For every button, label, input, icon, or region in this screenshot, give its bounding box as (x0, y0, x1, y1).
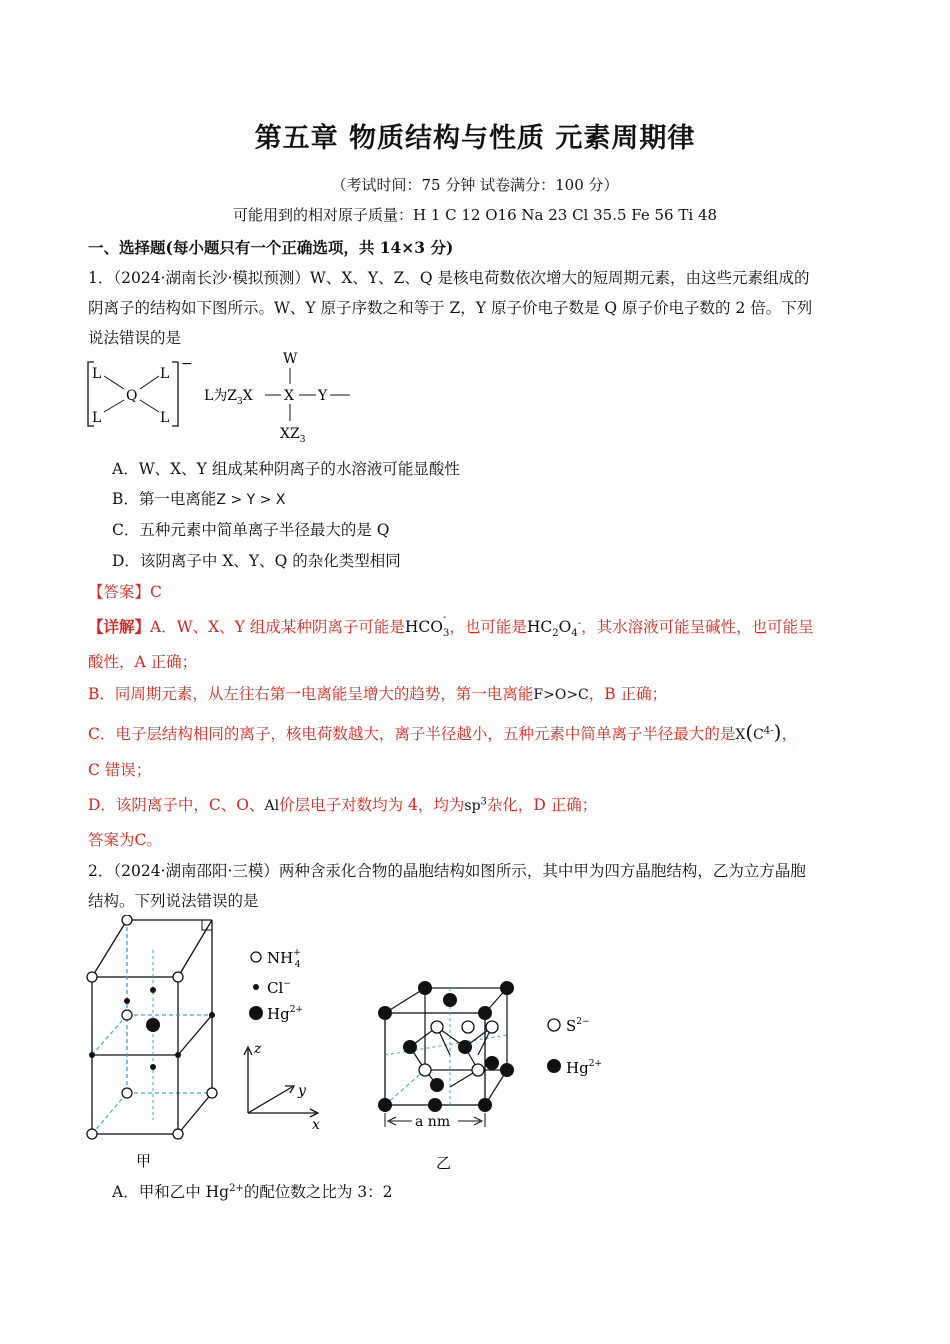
legend-cl-marker (253, 984, 259, 990)
legend-yi (547, 1017, 602, 1077)
cell-jia (87, 915, 217, 1139)
axes (244, 1041, 320, 1133)
q2-crystal-cells-figure (80, 915, 640, 1175)
cell-yi (378, 981, 514, 1130)
top-w: W (283, 351, 298, 367)
legend-hg2-marker (547, 1059, 561, 1073)
q1-detail-line6: D．该阴离子中，C、O、Al价层电子对数均为 4，均为$sp^3$杂化，D 正确； (88, 796, 598, 814)
q2-option-a: A．甲和乙中 $Hg^{2+}$的配位数之比为 3：2 (112, 1182, 393, 1201)
central-q: Q (126, 388, 138, 404)
q1-option-a: A．W、X、Y 组成某种阴离子的水溶液可能显酸性 (112, 460, 460, 478)
legend-jia (249, 948, 303, 1023)
caption-jia: 甲 (136, 1152, 152, 1170)
q1-stem-line1: 1．（2024·湖南长沙·模拟预测）W、X、Y、Z、Q 是核电荷数依次增大的短周期元素，由这些元素组成的 (88, 269, 810, 287)
q1-detail-line2: 酸性，A 正确； (88, 653, 198, 671)
legend-nh4: NH+ 4 (267, 948, 301, 970)
q1-option-b: B．第一电离能Z > Y > X (112, 490, 286, 508)
q1-detail-line5: C 错误； (88, 761, 152, 779)
axis-y-label: y (298, 1083, 306, 1099)
q1-detail-line1: 【详解】A．W、X、Y 组成某种阴离子可能是HCO - $_3$，也可能是$HC_2O_4^-$，其水溶液可能呈碱性，也可能呈 (88, 612, 814, 640)
q1-stem-line2: 阴离子的结构如下图所示。W、Y 原子序数之和等于 Z，Y 原子价电子数是 Q 原子价电子数的 2 倍。下列 (88, 299, 813, 317)
bottom-xz3: $XZ_3$ (280, 426, 306, 445)
q1-option-c: C．五种元素中简单离子半径最大的是 Q (112, 521, 390, 539)
axis-x-label: x (312, 1117, 320, 1133)
legend-hg-marker (249, 1006, 263, 1020)
exam-info: （考试时间：75 分钟 试卷满分：100 分） (331, 176, 619, 194)
center-x: X (284, 388, 294, 404)
legend-s: $S^{2-}$ (566, 1017, 590, 1035)
q1-option-d: D．该阴离子中 X、Y、Q 的杂化类型相同 (112, 552, 401, 570)
q1-anion-structure-diagram (80, 344, 380, 450)
ligand-bl: L (92, 410, 102, 426)
ligand-tr: L (160, 366, 170, 382)
q1-detail-line7: 答案为C。 (88, 831, 162, 849)
q2-stem-line2: 结构。下列说法错误的是 (88, 892, 259, 910)
q1-detail-line4: C．电子层结构相同的离子，核电荷数越大，离子半径越小，五种元素中简单离子半径最大的是$X(C^{4-})$， (88, 720, 797, 744)
section-heading: 一、选择题(每小题只有一个正确选项，共 14×3 分) (88, 238, 454, 257)
right-y: Y (318, 388, 328, 404)
charge-sign: − (181, 356, 193, 372)
q2-stem-line1: 2．（2024·湖南邵阳·三模）两种含汞化合物的晶胞结构如图所示，其中甲为四方晶胞结构，乙为立方晶胞 (88, 862, 806, 880)
q1-stem-line3: 说法错误的是 (88, 329, 182, 347)
caption-yi: 乙 (436, 1154, 452, 1172)
axis-z-label: z (254, 1041, 262, 1057)
legend-hg: $Hg^{2+}$ (267, 1005, 303, 1023)
ligand-tl: L (92, 366, 102, 382)
legend-nh4-marker (251, 952, 261, 962)
legend-s-marker (548, 1019, 560, 1031)
ligand-br: L (160, 410, 170, 426)
dimension-label: a nm (415, 1114, 451, 1130)
legend-hg2: $Hg^{2+}$ (566, 1059, 602, 1077)
legend-cl: Cl− (267, 979, 291, 997)
q1-detail-line3: B．同周期元素，从左往右第一电离能呈增大的趋势，第一电离能F>O>C，B 正确； (88, 685, 668, 703)
q1-answer: 【答案】C (88, 583, 162, 601)
chapter-title: 第五章 物质结构与性质 元素周期律 (254, 123, 696, 154)
l-definition: L为$Z_3X$ (204, 388, 253, 407)
atomic-masses: 可能用到的相对原子质量：H 1 C 12 O16 Na 23 Cl 35.5 Fe 56 Ti 48 (232, 206, 718, 224)
